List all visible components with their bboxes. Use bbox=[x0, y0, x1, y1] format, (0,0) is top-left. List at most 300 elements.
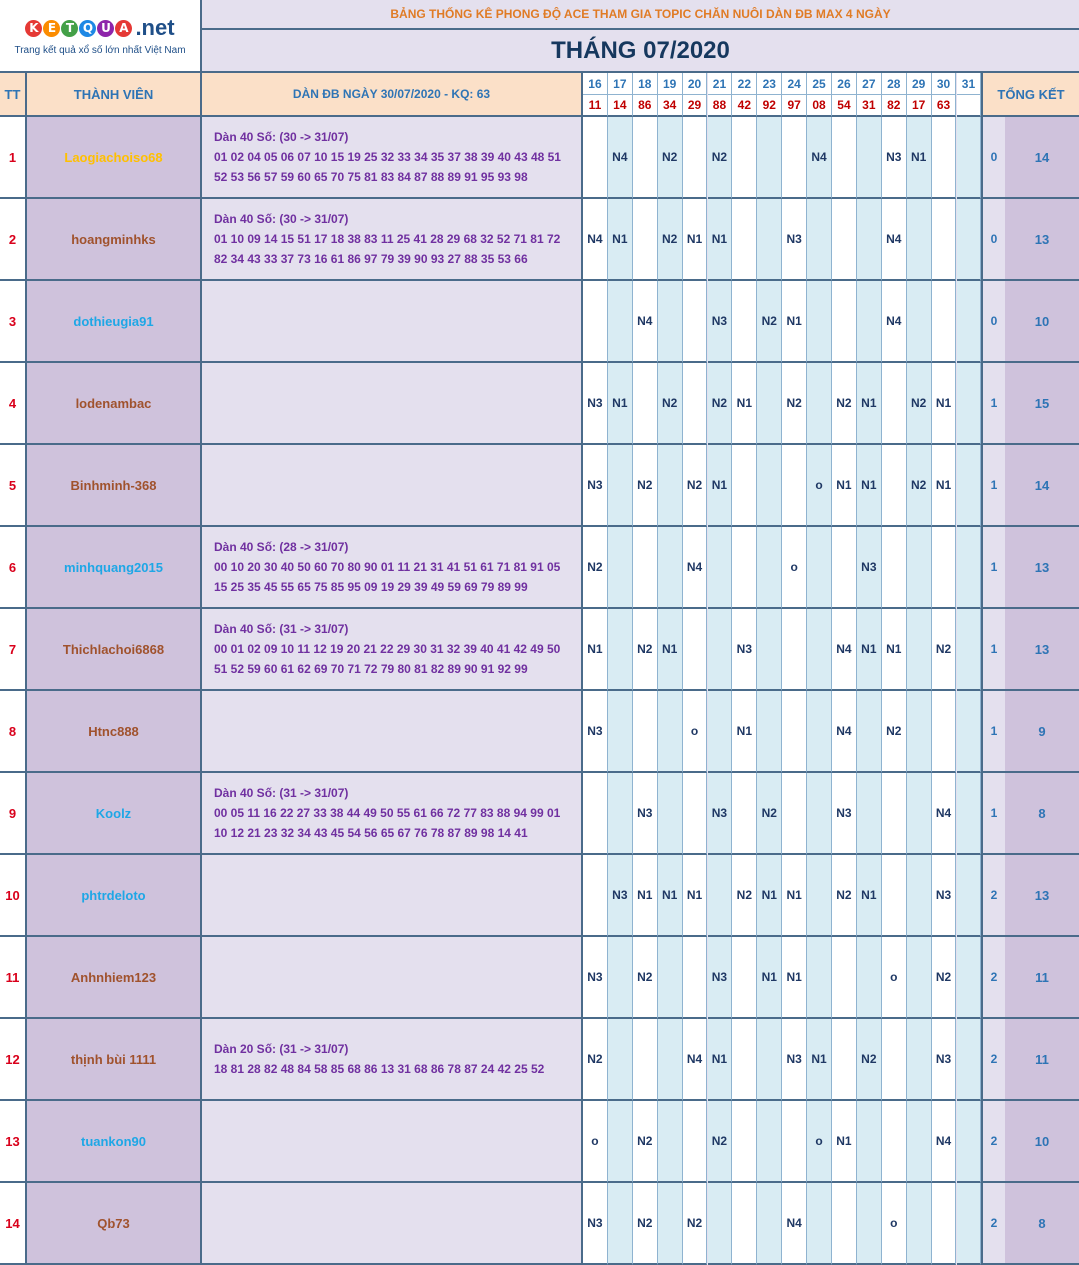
day-cell: N2 bbox=[583, 1019, 608, 1101]
day-cell bbox=[658, 937, 683, 1019]
day-cell: N4 bbox=[633, 281, 658, 363]
day-cell bbox=[907, 937, 932, 1019]
day-cell: N1 bbox=[708, 1019, 733, 1101]
member-total: 9 bbox=[1005, 691, 1079, 773]
day-cell bbox=[608, 1101, 633, 1183]
day-cell: o bbox=[807, 445, 832, 527]
member-name[interactable]: Htnc888 bbox=[27, 691, 202, 773]
day-header: 25 bbox=[807, 73, 832, 95]
day-cell bbox=[608, 1019, 633, 1101]
day-result: 54 bbox=[832, 95, 857, 117]
day-cell bbox=[882, 527, 907, 609]
day-cell bbox=[832, 527, 857, 609]
day-cell bbox=[782, 1101, 807, 1183]
member-dan bbox=[202, 1019, 583, 1101]
member-score: 2 bbox=[981, 937, 1005, 1019]
day-cell: N4 bbox=[608, 117, 633, 199]
dan-numbers: 82 34 43 33 37 73 16 61 86 97 79 39 90 93 27 88 35 53 66 bbox=[214, 252, 528, 266]
day-cell bbox=[957, 609, 982, 691]
day-cell bbox=[708, 609, 733, 691]
member-score: 2 bbox=[981, 855, 1005, 937]
day-cell bbox=[807, 609, 832, 691]
day-cell: N1 bbox=[633, 855, 658, 937]
day-header: 17 bbox=[608, 73, 633, 95]
day-cell bbox=[807, 855, 832, 937]
row-index: 7 bbox=[0, 609, 27, 691]
day-cell bbox=[608, 937, 633, 1019]
day-cell: N1 bbox=[757, 937, 782, 1019]
day-cell bbox=[757, 691, 782, 773]
member-name[interactable]: phtrdeloto bbox=[27, 855, 202, 937]
day-cell: N3 bbox=[932, 1019, 957, 1101]
member-dan bbox=[202, 937, 583, 1019]
day-cell bbox=[907, 527, 932, 609]
day-cell: o bbox=[782, 527, 807, 609]
member-name[interactable]: thịnh bùi 1111 bbox=[27, 1019, 202, 1101]
day-cell: N1 bbox=[807, 1019, 832, 1101]
member-score: 2 bbox=[981, 1183, 1005, 1265]
col-header-tt: TT bbox=[0, 73, 27, 117]
day-cell: N3 bbox=[583, 1183, 608, 1265]
day-cell bbox=[583, 855, 608, 937]
day-cell bbox=[633, 691, 658, 773]
day-cell: N1 bbox=[907, 117, 932, 199]
day-cell bbox=[807, 363, 832, 445]
member-dan bbox=[202, 1101, 583, 1183]
member-name[interactable]: Thichlachoi6868 bbox=[27, 609, 202, 691]
col-header-dan: DÀN ĐB NGÀY 30/07/2020 - KQ: 63 bbox=[202, 73, 583, 117]
member-dan bbox=[202, 773, 583, 855]
day-cell bbox=[957, 1101, 982, 1183]
day-cell: N1 bbox=[683, 199, 708, 281]
day-cell: N3 bbox=[583, 363, 608, 445]
day-cell: N4 bbox=[932, 1101, 957, 1183]
day-cell bbox=[857, 773, 882, 855]
day-cell bbox=[683, 363, 708, 445]
member-total: 10 bbox=[1005, 1101, 1079, 1183]
day-cell bbox=[633, 363, 658, 445]
day-cell: N2 bbox=[782, 363, 807, 445]
day-cell bbox=[957, 1019, 982, 1101]
dan-lines bbox=[214, 619, 560, 679]
member-name[interactable]: tuankon90 bbox=[27, 1101, 202, 1183]
day-cell: N2 bbox=[658, 199, 683, 281]
day-cell bbox=[633, 117, 658, 199]
day-cell bbox=[932, 281, 957, 363]
day-cell bbox=[957, 281, 982, 363]
row-index: 8 bbox=[0, 691, 27, 773]
day-cell bbox=[633, 527, 658, 609]
day-cell: N3 bbox=[583, 691, 608, 773]
day-cell bbox=[658, 527, 683, 609]
day-cell: N2 bbox=[658, 117, 683, 199]
day-cell: o bbox=[882, 1183, 907, 1265]
member-dan bbox=[202, 609, 583, 691]
day-cell: o bbox=[683, 691, 708, 773]
day-cell: N4 bbox=[807, 117, 832, 199]
day-cell bbox=[608, 281, 633, 363]
day-cell: N2 bbox=[757, 281, 782, 363]
day-cell bbox=[732, 1019, 757, 1101]
day-cell: N1 bbox=[658, 855, 683, 937]
day-cell: N1 bbox=[732, 691, 757, 773]
member-name[interactable]: Anhnhiem123 bbox=[27, 937, 202, 1019]
member-name[interactable]: Koolz bbox=[27, 773, 202, 855]
dan-numbers: 00 10 20 30 40 50 60 70 80 90 01 11 21 31 41 51 61 71 81 91 05 bbox=[214, 560, 561, 574]
day-cell: N2 bbox=[583, 527, 608, 609]
row-index: 6 bbox=[0, 527, 27, 609]
member-dan bbox=[202, 1183, 583, 1265]
day-cell bbox=[757, 1183, 782, 1265]
day-cell: N1 bbox=[932, 363, 957, 445]
day-cell bbox=[957, 117, 982, 199]
day-cell bbox=[832, 117, 857, 199]
day-cell bbox=[658, 691, 683, 773]
member-score: 1 bbox=[981, 691, 1005, 773]
col-header-member: THÀNH VIÊN bbox=[27, 73, 202, 117]
day-cell: N3 bbox=[583, 445, 608, 527]
day-header: 22 bbox=[732, 73, 757, 95]
day-cell bbox=[608, 527, 633, 609]
member-total: 11 bbox=[1005, 937, 1079, 1019]
day-cell bbox=[658, 281, 683, 363]
day-cell: N3 bbox=[782, 1019, 807, 1101]
day-header: 23 bbox=[757, 73, 782, 95]
member-score: 0 bbox=[981, 117, 1005, 199]
dan-numbers: 01 02 04 05 06 07 10 15 19 25 32 33 34 35 37 38 39 40 43 48 51 bbox=[214, 150, 561, 164]
day-header: 18 bbox=[633, 73, 658, 95]
day-cell: N2 bbox=[633, 445, 658, 527]
sheet-title: THÁNG 07/2020 bbox=[202, 30, 1079, 73]
day-cell bbox=[732, 1101, 757, 1183]
day-cell: N2 bbox=[907, 363, 932, 445]
dan-heading: Dàn 40 Số: (31 -> 31/07) bbox=[214, 622, 349, 636]
day-cell bbox=[907, 609, 932, 691]
day-cell: N1 bbox=[782, 281, 807, 363]
logo-letter: E bbox=[43, 20, 60, 37]
day-cell bbox=[782, 117, 807, 199]
day-cell: N2 bbox=[932, 609, 957, 691]
day-result: 82 bbox=[882, 95, 907, 117]
row-index: 3 bbox=[0, 281, 27, 363]
row-index: 12 bbox=[0, 1019, 27, 1101]
day-cell bbox=[957, 773, 982, 855]
day-cell: N1 bbox=[832, 1101, 857, 1183]
day-cell: N1 bbox=[608, 363, 633, 445]
day-cell: N2 bbox=[757, 773, 782, 855]
day-result: 34 bbox=[658, 95, 683, 117]
day-cell bbox=[658, 1019, 683, 1101]
day-cell: N1 bbox=[932, 445, 957, 527]
day-cell bbox=[683, 773, 708, 855]
member-score: 0 bbox=[981, 281, 1005, 363]
day-cell bbox=[807, 937, 832, 1019]
day-cell bbox=[658, 773, 683, 855]
day-result: 97 bbox=[782, 95, 807, 117]
day-cell bbox=[732, 281, 757, 363]
day-cell bbox=[932, 1183, 957, 1265]
logo-letter: A bbox=[115, 20, 132, 37]
day-cell: N2 bbox=[882, 691, 907, 773]
day-cell: N2 bbox=[708, 1101, 733, 1183]
day-cell bbox=[957, 855, 982, 937]
dan-heading: Dàn 40 Số: (31 -> 31/07) bbox=[214, 786, 349, 800]
day-cell bbox=[583, 773, 608, 855]
day-result: 29 bbox=[683, 95, 708, 117]
member-dan bbox=[202, 445, 583, 527]
site-logo[interactable] bbox=[0, 0, 202, 73]
day-result: 86 bbox=[633, 95, 658, 117]
day-result: 17 bbox=[907, 95, 932, 117]
day-cell bbox=[857, 1183, 882, 1265]
day-cell bbox=[832, 281, 857, 363]
day-cell bbox=[757, 1019, 782, 1101]
day-cell: N2 bbox=[832, 363, 857, 445]
day-cell bbox=[732, 199, 757, 281]
day-cell bbox=[807, 281, 832, 363]
day-result: 92 bbox=[757, 95, 782, 117]
day-header: 27 bbox=[857, 73, 882, 95]
member-dan bbox=[202, 691, 583, 773]
member-score: 1 bbox=[981, 773, 1005, 855]
day-cell bbox=[732, 117, 757, 199]
dan-heading: Dàn 40 Số: (28 -> 31/07) bbox=[214, 540, 349, 554]
logo-letter: U bbox=[97, 20, 114, 37]
day-cell bbox=[757, 445, 782, 527]
day-cell: N2 bbox=[732, 855, 757, 937]
day-cell bbox=[732, 1183, 757, 1265]
day-cell bbox=[633, 1019, 658, 1101]
member-total: 13 bbox=[1005, 199, 1079, 281]
day-cell bbox=[907, 1019, 932, 1101]
day-cell bbox=[907, 1183, 932, 1265]
row-index: 10 bbox=[0, 855, 27, 937]
member-name[interactable]: dothieugia91 bbox=[27, 281, 202, 363]
day-cell: N2 bbox=[683, 445, 708, 527]
member-total: 8 bbox=[1005, 1183, 1079, 1265]
day-cell: N3 bbox=[708, 937, 733, 1019]
dan-heading: Dàn 40 Số: (30 -> 31/07) bbox=[214, 212, 349, 226]
logo-letter: K bbox=[25, 20, 42, 37]
member-dan bbox=[202, 281, 583, 363]
day-cell bbox=[882, 1019, 907, 1101]
day-cell: N3 bbox=[583, 937, 608, 1019]
day-header: 28 bbox=[882, 73, 907, 95]
day-cell: N2 bbox=[633, 937, 658, 1019]
day-cell: N4 bbox=[832, 609, 857, 691]
member-total: 14 bbox=[1005, 117, 1079, 199]
row-index: 2 bbox=[0, 199, 27, 281]
day-header: 26 bbox=[832, 73, 857, 95]
day-cell bbox=[907, 773, 932, 855]
day-cell bbox=[757, 527, 782, 609]
day-cell bbox=[708, 1183, 733, 1265]
row-index: 14 bbox=[0, 1183, 27, 1265]
day-cell bbox=[907, 199, 932, 281]
day-cell bbox=[957, 527, 982, 609]
member-dan bbox=[202, 527, 583, 609]
day-cell: N2 bbox=[907, 445, 932, 527]
day-cell bbox=[832, 937, 857, 1019]
day-cell bbox=[857, 117, 882, 199]
day-result: 63 bbox=[932, 95, 957, 117]
sheet-subtitle: BẢNG THỐNG KÊ PHONG ĐỘ ACE THAM GIA TOPIC CHĂN NUÔI DÀN ĐB MAX 4 NGÀY bbox=[202, 0, 1079, 30]
day-cell bbox=[807, 691, 832, 773]
day-cell bbox=[782, 691, 807, 773]
day-cell: N4 bbox=[932, 773, 957, 855]
day-cell bbox=[857, 1101, 882, 1183]
logo-letter-balls bbox=[25, 19, 133, 37]
member-dan bbox=[202, 363, 583, 445]
day-cell bbox=[732, 445, 757, 527]
day-cell bbox=[757, 117, 782, 199]
day-cell: N2 bbox=[633, 1183, 658, 1265]
member-name[interactable]: minhquang2015 bbox=[27, 527, 202, 609]
day-cell: N1 bbox=[608, 199, 633, 281]
dan-numbers: 51 52 59 60 61 62 69 70 71 72 79 80 81 82 89 90 91 92 99 bbox=[214, 662, 528, 676]
member-total: 15 bbox=[1005, 363, 1079, 445]
day-cell: N4 bbox=[683, 527, 708, 609]
day-cell bbox=[957, 1183, 982, 1265]
dan-numbers: 18 81 28 82 48 84 58 85 68 86 13 31 68 86 78 87 24 42 25 52 bbox=[214, 1062, 545, 1076]
dan-numbers: 15 25 35 45 55 65 75 85 95 09 19 29 39 49 59 69 79 89 99 bbox=[214, 580, 528, 594]
day-cell bbox=[608, 1183, 633, 1265]
day-cell: N1 bbox=[757, 855, 782, 937]
day-cell bbox=[708, 691, 733, 773]
day-cell bbox=[757, 1101, 782, 1183]
day-cell: N2 bbox=[708, 363, 733, 445]
day-cell bbox=[633, 199, 658, 281]
day-cell: N1 bbox=[857, 609, 882, 691]
member-name[interactable]: lodenambac bbox=[27, 363, 202, 445]
day-cell bbox=[907, 281, 932, 363]
logo-wordmark bbox=[25, 15, 174, 41]
day-cell bbox=[757, 609, 782, 691]
member-name[interactable]: Binhminh-368 bbox=[27, 445, 202, 527]
day-cell bbox=[957, 445, 982, 527]
day-cell: N3 bbox=[857, 527, 882, 609]
day-cell bbox=[907, 1101, 932, 1183]
day-cell bbox=[608, 773, 633, 855]
day-cell: N1 bbox=[708, 445, 733, 527]
day-cell: N2 bbox=[857, 1019, 882, 1101]
dan-lines bbox=[214, 127, 561, 187]
day-cell: N1 bbox=[832, 445, 857, 527]
day-cell bbox=[608, 691, 633, 773]
day-cell: N3 bbox=[608, 855, 633, 937]
row-index: 11 bbox=[0, 937, 27, 1019]
dan-numbers: 10 12 21 23 32 34 43 45 54 56 65 67 76 78 87 89 98 14 41 bbox=[214, 826, 528, 840]
day-cell bbox=[608, 609, 633, 691]
member-score: 1 bbox=[981, 445, 1005, 527]
member-name[interactable]: Qb73 bbox=[27, 1183, 202, 1265]
dan-numbers: 01 10 09 14 15 51 17 18 38 83 11 25 41 28 29 68 32 52 71 81 72 bbox=[214, 232, 561, 246]
day-cell bbox=[807, 527, 832, 609]
day-cell bbox=[683, 1101, 708, 1183]
dan-heading: Dàn 20 Số: (31 -> 31/07) bbox=[214, 1042, 349, 1056]
day-header: 24 bbox=[782, 73, 807, 95]
member-score: 2 bbox=[981, 1101, 1005, 1183]
day-result: 42 bbox=[732, 95, 757, 117]
member-total: 8 bbox=[1005, 773, 1079, 855]
dan-lines bbox=[214, 783, 560, 843]
day-cell bbox=[857, 691, 882, 773]
day-cell: N2 bbox=[832, 855, 857, 937]
day-cell bbox=[857, 937, 882, 1019]
day-cell bbox=[807, 199, 832, 281]
member-dan bbox=[202, 117, 583, 199]
dan-numbers: 00 01 02 09 10 11 12 19 20 21 22 29 30 31 32 39 40 41 42 49 50 bbox=[214, 642, 561, 656]
member-dan bbox=[202, 199, 583, 281]
day-cell: N1 bbox=[658, 609, 683, 691]
row-index: 9 bbox=[0, 773, 27, 855]
day-cell: N3 bbox=[932, 855, 957, 937]
member-total: 14 bbox=[1005, 445, 1079, 527]
day-cell bbox=[907, 855, 932, 937]
member-score: 1 bbox=[981, 363, 1005, 445]
day-cell: N4 bbox=[683, 1019, 708, 1101]
logo-suffix: .net bbox=[135, 15, 175, 40]
day-cell: N2 bbox=[932, 937, 957, 1019]
dan-numbers: 52 53 56 57 59 60 65 70 75 81 83 84 87 88 89 91 95 93 98 bbox=[214, 170, 528, 184]
member-score: 0 bbox=[981, 199, 1005, 281]
day-cell bbox=[832, 1183, 857, 1265]
member-dan bbox=[202, 855, 583, 937]
day-cell bbox=[732, 937, 757, 1019]
day-cell: N1 bbox=[857, 855, 882, 937]
day-cell bbox=[708, 855, 733, 937]
logo-letter: T bbox=[61, 20, 78, 37]
day-cell bbox=[807, 1183, 832, 1265]
day-header: 16 bbox=[583, 73, 608, 95]
day-result: 08 bbox=[807, 95, 832, 117]
day-cell: N1 bbox=[782, 937, 807, 1019]
day-cell bbox=[583, 281, 608, 363]
day-cell: N4 bbox=[583, 199, 608, 281]
day-cell bbox=[683, 281, 708, 363]
day-cell bbox=[732, 527, 757, 609]
day-cell: N3 bbox=[633, 773, 658, 855]
day-cell bbox=[782, 609, 807, 691]
day-cell: N3 bbox=[708, 281, 733, 363]
day-cell bbox=[957, 199, 982, 281]
member-name[interactable]: hoangminhks bbox=[27, 199, 202, 281]
day-cell bbox=[957, 937, 982, 1019]
day-cell: N1 bbox=[683, 855, 708, 937]
day-cell: N3 bbox=[708, 773, 733, 855]
day-cell: N1 bbox=[882, 609, 907, 691]
day-cell bbox=[757, 199, 782, 281]
day-cell bbox=[882, 363, 907, 445]
logo-letter: Q bbox=[79, 20, 96, 37]
day-cell bbox=[832, 1019, 857, 1101]
day-cell: N1 bbox=[857, 363, 882, 445]
day-header: 29 bbox=[907, 73, 932, 95]
day-cell: N1 bbox=[732, 363, 757, 445]
dan-lines bbox=[214, 537, 560, 597]
day-cell bbox=[932, 117, 957, 199]
day-cell bbox=[857, 199, 882, 281]
row-index: 13 bbox=[0, 1101, 27, 1183]
member-name[interactable]: Laogiachoiso68 bbox=[27, 117, 202, 199]
dan-lines bbox=[214, 209, 560, 269]
member-total: 13 bbox=[1005, 855, 1079, 937]
day-cell bbox=[782, 445, 807, 527]
day-cell bbox=[857, 281, 882, 363]
day-cell bbox=[882, 445, 907, 527]
day-cell bbox=[807, 773, 832, 855]
day-cell: N3 bbox=[782, 199, 807, 281]
